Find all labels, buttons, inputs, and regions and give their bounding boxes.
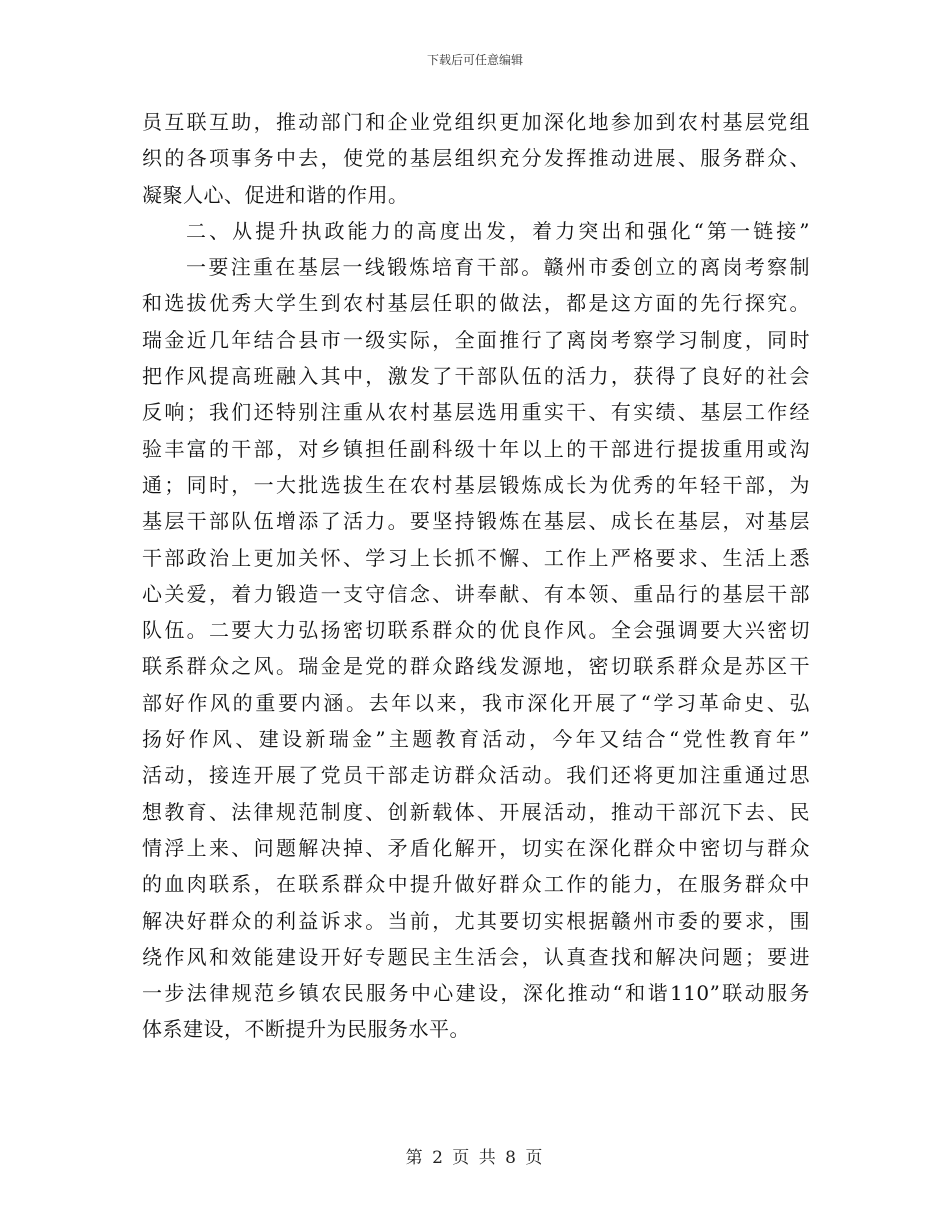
text-line: 一步法律规范乡镇农民服务中心建设，深化推动“和谐110”联动服务	[142, 981, 810, 1006]
text-line: 基层干部队伍增添了活力。要坚持锻炼在基层、成长在基层，对基层	[142, 509, 810, 534]
document-body	[142, 104, 810, 1048]
text-line: 体系建设，不断提升为民服务水平。	[142, 1017, 470, 1042]
text-line: 的血肉联系，在联系群众中提升做好群众工作的能力，在服务群众中	[142, 872, 810, 897]
text-line: 干部政治上更加关怀、学习上长抓不懈、工作上严格要求、生活上悉	[142, 545, 810, 570]
text-line: 情浮上来、问题解决掉、矛盾化解开，切实在深化群众中密切与群众	[142, 835, 810, 860]
text-line: 把作风提高班融入其中，激发了干部队伍的活力，获得了良好的社会	[142, 364, 810, 389]
text-line: 通；同时，一大批选拔生在农村基层锻炼成长为优秀的年轻干部，为	[142, 472, 810, 497]
text-line: 想教育、法律规范制度、创新载体、开展活动，推动干部沉下去、民	[142, 799, 810, 824]
text-line: 扬好作风、建设新瑞金”主题教育活动，今年又结合“党性教育年”	[142, 727, 810, 752]
page-number: 第 2 页 共 8 页	[405, 1148, 545, 1168]
text-line: 反响；我们还特别注重从农村基层选用重实干、有实绩、基层工作经	[142, 400, 810, 425]
text-line: 心关爱，着力锻造一支守信念、讲奉献、有本领、重品行的基层干部	[142, 581, 810, 606]
text-line: 一要注重在基层一线锻炼培育干部。赣州市委创立的离岗考察制	[186, 255, 810, 280]
text-line: 联系群众之风。瑞金是党的群众路线发源地，密切联系群众是苏区干	[142, 654, 810, 679]
text-line: 队伍。二要大力弘扬密切联系群众的优良作风。全会强调要大兴密切	[142, 618, 810, 643]
text-line: 员互联互助，推动部门和企业党组织更加深化地参加到农村基层党组	[142, 110, 810, 134]
text-line: 绕作风和效能建设开好专题民主生活会，认真查找和解决问题；要进	[142, 944, 810, 969]
text-line: 活动，接连开展了党员干部走访群众活动。我们还将更加注重通过思	[142, 763, 810, 788]
text-line: 织的各项事务中去，使党的基层组织充分发挥推动进展、服务群众、	[142, 146, 810, 171]
text-line: 凝聚人心、促进和谐的作用。	[142, 182, 409, 207]
text-line: 瑞金近几年结合县市一级实际，全面推行了离岗考察学习制度，同时	[142, 327, 810, 352]
text-line: 部好作风的重要内涵。去年以来，我市深化开展了“学习革命史、弘	[142, 690, 810, 715]
text-line: 验丰富的干部，对乡镇担任副科级十年以上的干部进行提拔重用或沟	[142, 436, 810, 461]
text-line: 解决好群众的利益诉求。当前，尤其要切实根据赣州市委的要求，围	[142, 908, 810, 933]
section-heading: 二、从提升执政能力的高度出发，着力突出和强化“第一链接”	[186, 218, 810, 243]
text-line: 和选拔优秀大学生到农村基层任职的做法，都是这方面的先行探究。	[142, 291, 810, 316]
page-header: 下载后可任意编辑	[426, 53, 523, 67]
